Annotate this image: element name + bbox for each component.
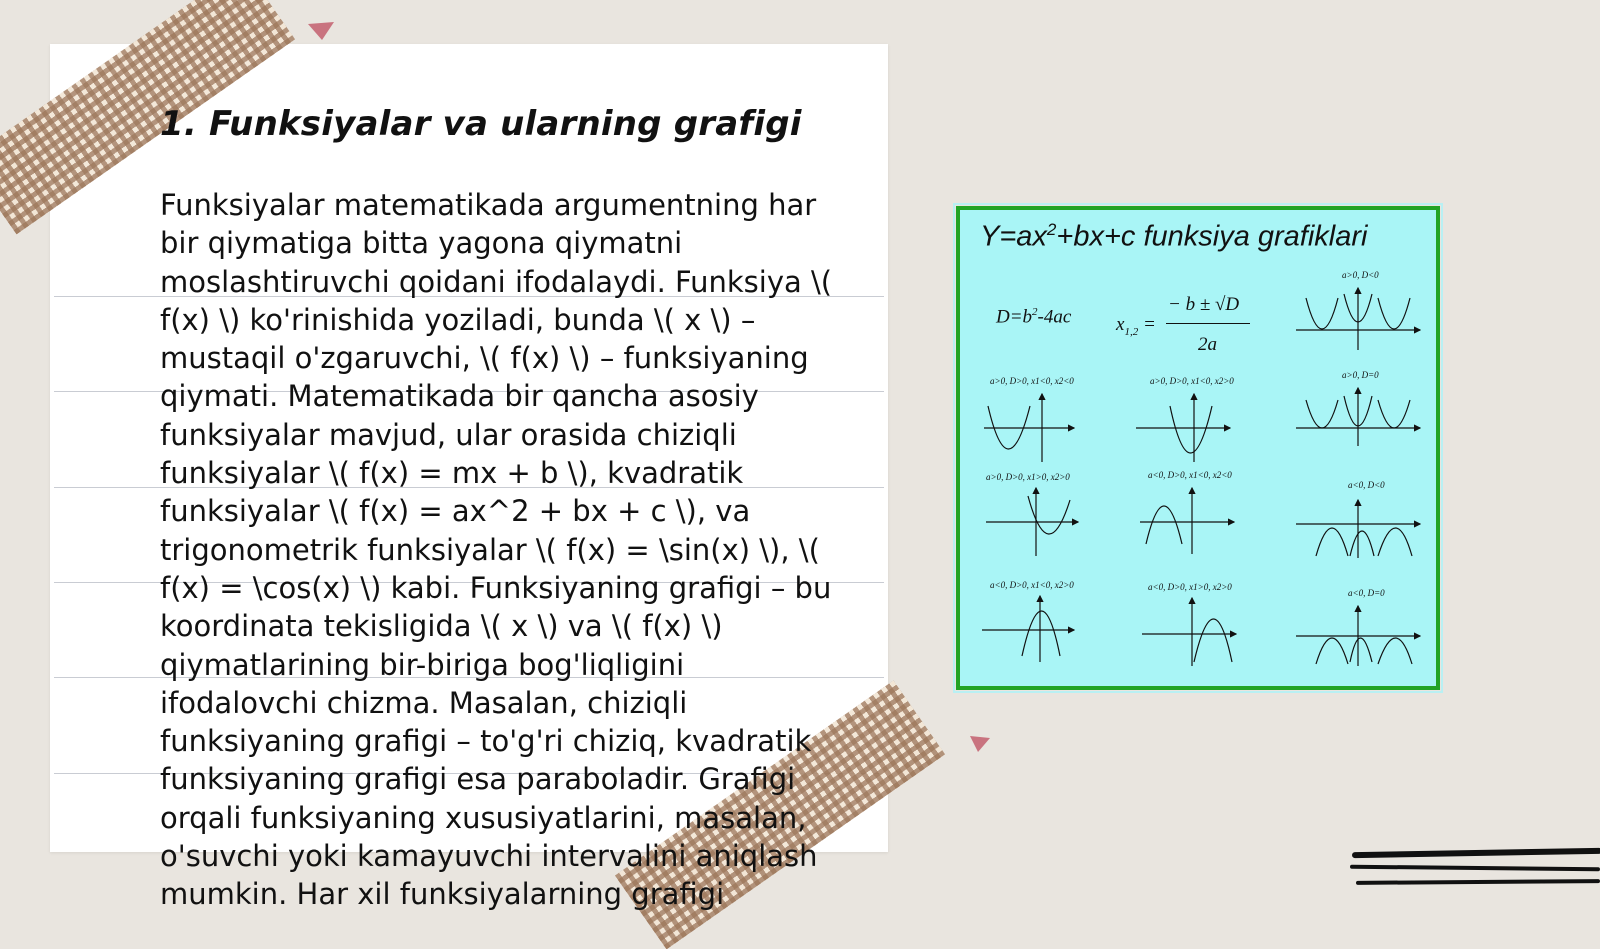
decorative-stroke <box>1356 879 1600 885</box>
slide-title: 1. Funksiyalar va ularning grafigi <box>160 104 802 144</box>
condition-label: a>0, D=0 <box>1342 370 1379 380</box>
condition-label: a<0, D=0 <box>1348 588 1385 598</box>
discriminant-formula: $D=b^2-4ac$ <box>996 306 1072 328</box>
tape-pin-top <box>306 20 336 42</box>
decorative-stroke <box>1352 848 1600 858</box>
decorative-stroke <box>1350 865 1600 872</box>
condition-label: a>0, D>0, x1>0, x2>0 <box>986 472 1070 482</box>
graph-a-neg-d-zero <box>1296 606 1420 666</box>
graph-row1-col0 <box>984 394 1074 462</box>
condition-label: a>0, D<0 <box>1342 270 1379 280</box>
graph-row1-col1 <box>1136 394 1230 462</box>
graph-a-pos-d-neg <box>1296 288 1420 350</box>
graph-a-neg-d-neg <box>1296 500 1420 558</box>
parabola-diagrams <box>960 210 1436 686</box>
roots-formula: $x_{1,2}$ = − b ± √D 2a <box>1116 290 1266 360</box>
roots-numerator: − b ± √D <box>1168 294 1240 315</box>
condition-label: a<0, D>0, x1>0, x2>0 <box>1148 582 1232 592</box>
graph-row2-col1 <box>1140 488 1234 554</box>
condition-label: a<0, D>0, x1<0, x2>0 <box>990 580 1074 590</box>
graph-row2-col0 <box>986 488 1078 556</box>
figure-title: $Y=ax^2+bx+c$ funksiya grafiklari <box>980 220 1368 253</box>
tape-pin-bottom <box>968 734 992 754</box>
roots-denominator: 2a <box>1198 334 1217 355</box>
condition-label: a<0, D<0 <box>1348 480 1385 490</box>
condition-label: a<0, D>0, x1<0, x2<0 <box>1148 470 1232 480</box>
condition-label: a>0, D>0, x1<0, x2<0 <box>990 376 1074 386</box>
graph-row3-col0 <box>982 596 1074 662</box>
graph-row3-col1 <box>1142 598 1236 666</box>
graph-a-pos-d-zero <box>1296 388 1420 446</box>
slide-body-text: Funksiyalar matematikada argumentning har bir qiymatiga bitta yagona qiymatni moslashtiruvchi qoidani ifodalaydi. Funksiya \( f(x) \) ko'rinishida yoziladi, bunda \( x \) – mustaqil o'zgaruvchi, \( f(x) \) – funksiyaning qiymati. Matematikada bir qancha asosiy funksiyalar mavjud, ular orasida chiziqli funksiyalar \( f(x) = mx + b \), kvadratik funksiyalar \( f(x) = ax^2 + bx + c \), va trigonometrik funksiyalar \( f(x) = \sin(x) \), \( f(x) = \cos(x) \) kabi. Funksiyaning grafigi – bu koordinata tekisligida \( x \) va \( f(x) \) qiymatlarining bir-biriga bog'liqligini ifodalovchi chizma. Masalan, chiziqli funksiyaning grafigi – to'g'ri chiziq, kvadratik funksiyaning grafigi esa paraboladir. Grafigi orqali funksiyaning xususiyatlarini, masalan, o'suvchi yoki kamayuvchi intervalini aniqlash mumkin. Har xil funksiyalarning grafigi <box>160 188 833 912</box>
condition-label: a>0, D>0, x1<0, x2>0 <box>1150 376 1234 386</box>
quadratic-graphs-figure <box>956 206 1440 690</box>
